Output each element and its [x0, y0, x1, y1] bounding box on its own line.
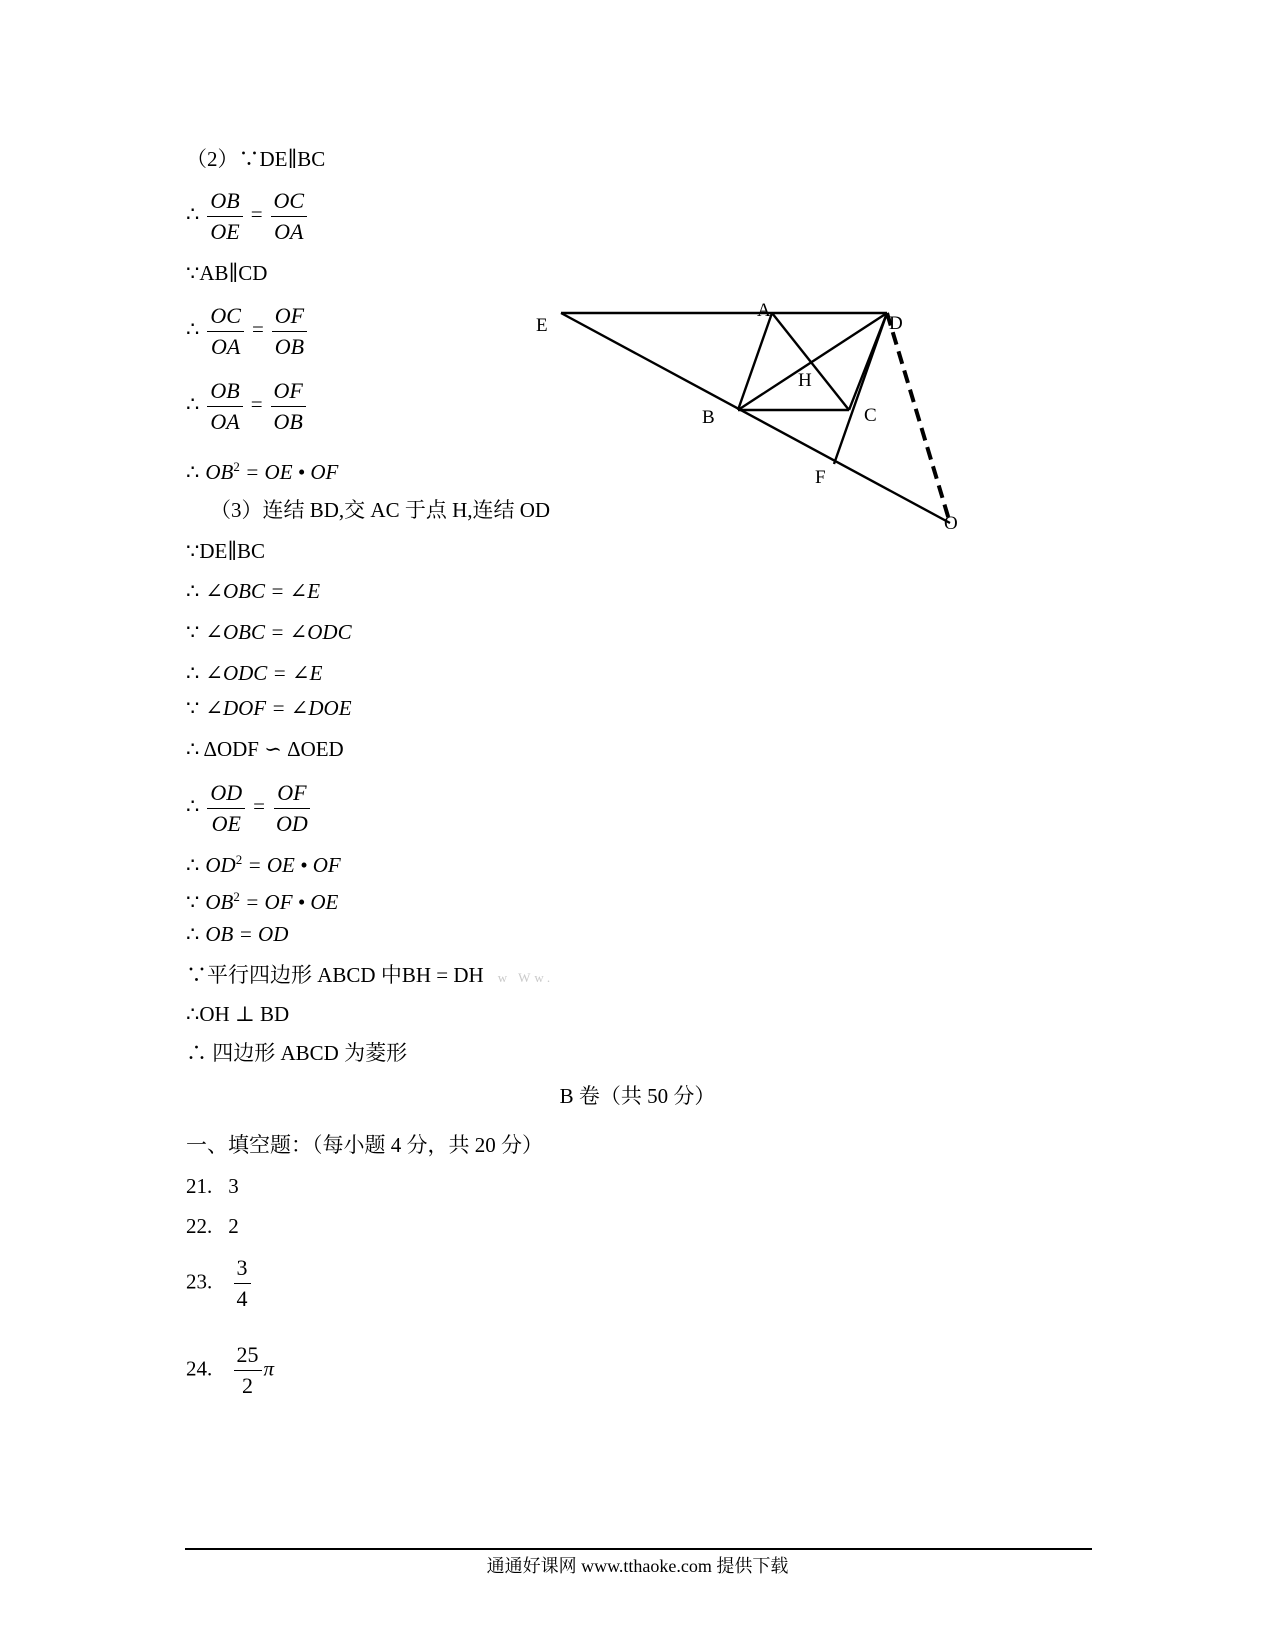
- label-C: C: [864, 405, 877, 426]
- label-F: F: [815, 467, 826, 488]
- footer-text: 通通好课网 www.tthaoke.com 提供下载: [486, 1556, 789, 1576]
- label-B: B: [702, 407, 715, 428]
- dashed-segment-OD: [887, 313, 950, 523]
- proof-line-18: ∵平行四边形 ABCD 中BH = DH w Ww.: [186, 963, 555, 987]
- label-A: A: [757, 300, 771, 321]
- proof-line-8: ∵DE∥BC: [186, 539, 266, 563]
- section-b-title: B 卷（共 50 分）: [559, 1084, 716, 1108]
- proof-line-9: ∴ ∠OBC = ∠E: [186, 579, 321, 603]
- proof-line-19: ∴OH ⊥ BD: [186, 1002, 290, 1026]
- proof-line-5: ∴ $\frac{OB}{OA}$ = $\frac{OF}{OB}$: [186, 378, 308, 435]
- answer-24: 24. $\frac{25}{2}$ π: [186, 1342, 275, 1398]
- proof-line-17: ∴ OB = OD: [186, 922, 289, 946]
- proof-line-16: ∵ $OB^2$ = OF • OE: [186, 889, 339, 914]
- fill-blank-heading: 一、填空题：（每小题 4 分，共 20 分）: [186, 1133, 543, 1157]
- answer-23: 23. $\frac{3}{4}$: [186, 1255, 253, 1312]
- answer-22: 22. 2: [186, 1214, 239, 1238]
- proof-line-10: ∵ ∠OBC = ∠ODC: [186, 620, 352, 644]
- proof-line-13: ∴ ΔODF ∽ ΔOED: [186, 737, 344, 761]
- answer-21: 21. 3: [186, 1174, 239, 1198]
- proof-line-6: ∴ $OB^2$ = OE • OF: [186, 459, 339, 484]
- label-D: D: [889, 313, 903, 334]
- proof-line-3: ∵AB∥CD: [186, 261, 268, 285]
- proof-line-2: ∴ $\frac{OB}{OE}$ = $\frac{OC}{OA}$: [186, 188, 309, 245]
- segment-DF: [834, 313, 887, 464]
- proof-line-1: （2）∵DE∥BC: [186, 147, 326, 171]
- proof-line-15: ∴ $OD^2$ = OE • OF: [186, 852, 341, 877]
- proof-line-12: ∵ ∠DOF = ∠DOE: [186, 696, 352, 720]
- label-O: O: [944, 513, 958, 534]
- proof-line-4: ∴ $\frac{OC}{OA}$ = $\frac{OF}{OB}$: [186, 303, 309, 360]
- segment-EO: [561, 313, 950, 523]
- proof-line-14: ∴ $\frac{OD}{OE}$ = $\frac{OF}{OD}$: [186, 780, 308, 836]
- watermark-text: w Ww.: [497, 970, 555, 985]
- proof-line-7: （3）连结 BD,交 AC 于点 H,连结 OD: [210, 498, 551, 522]
- proof-line-11: ∴ ∠ODC = ∠E: [186, 661, 323, 685]
- segment-AB: [738, 313, 772, 410]
- segment-BD: [738, 313, 887, 410]
- label-E: E: [536, 315, 548, 336]
- label-H: H: [798, 370, 812, 391]
- proof-line-20: ∴ 四边形 ABCD 为菱形: [186, 1041, 408, 1065]
- footer-rule: [185, 1548, 1092, 1550]
